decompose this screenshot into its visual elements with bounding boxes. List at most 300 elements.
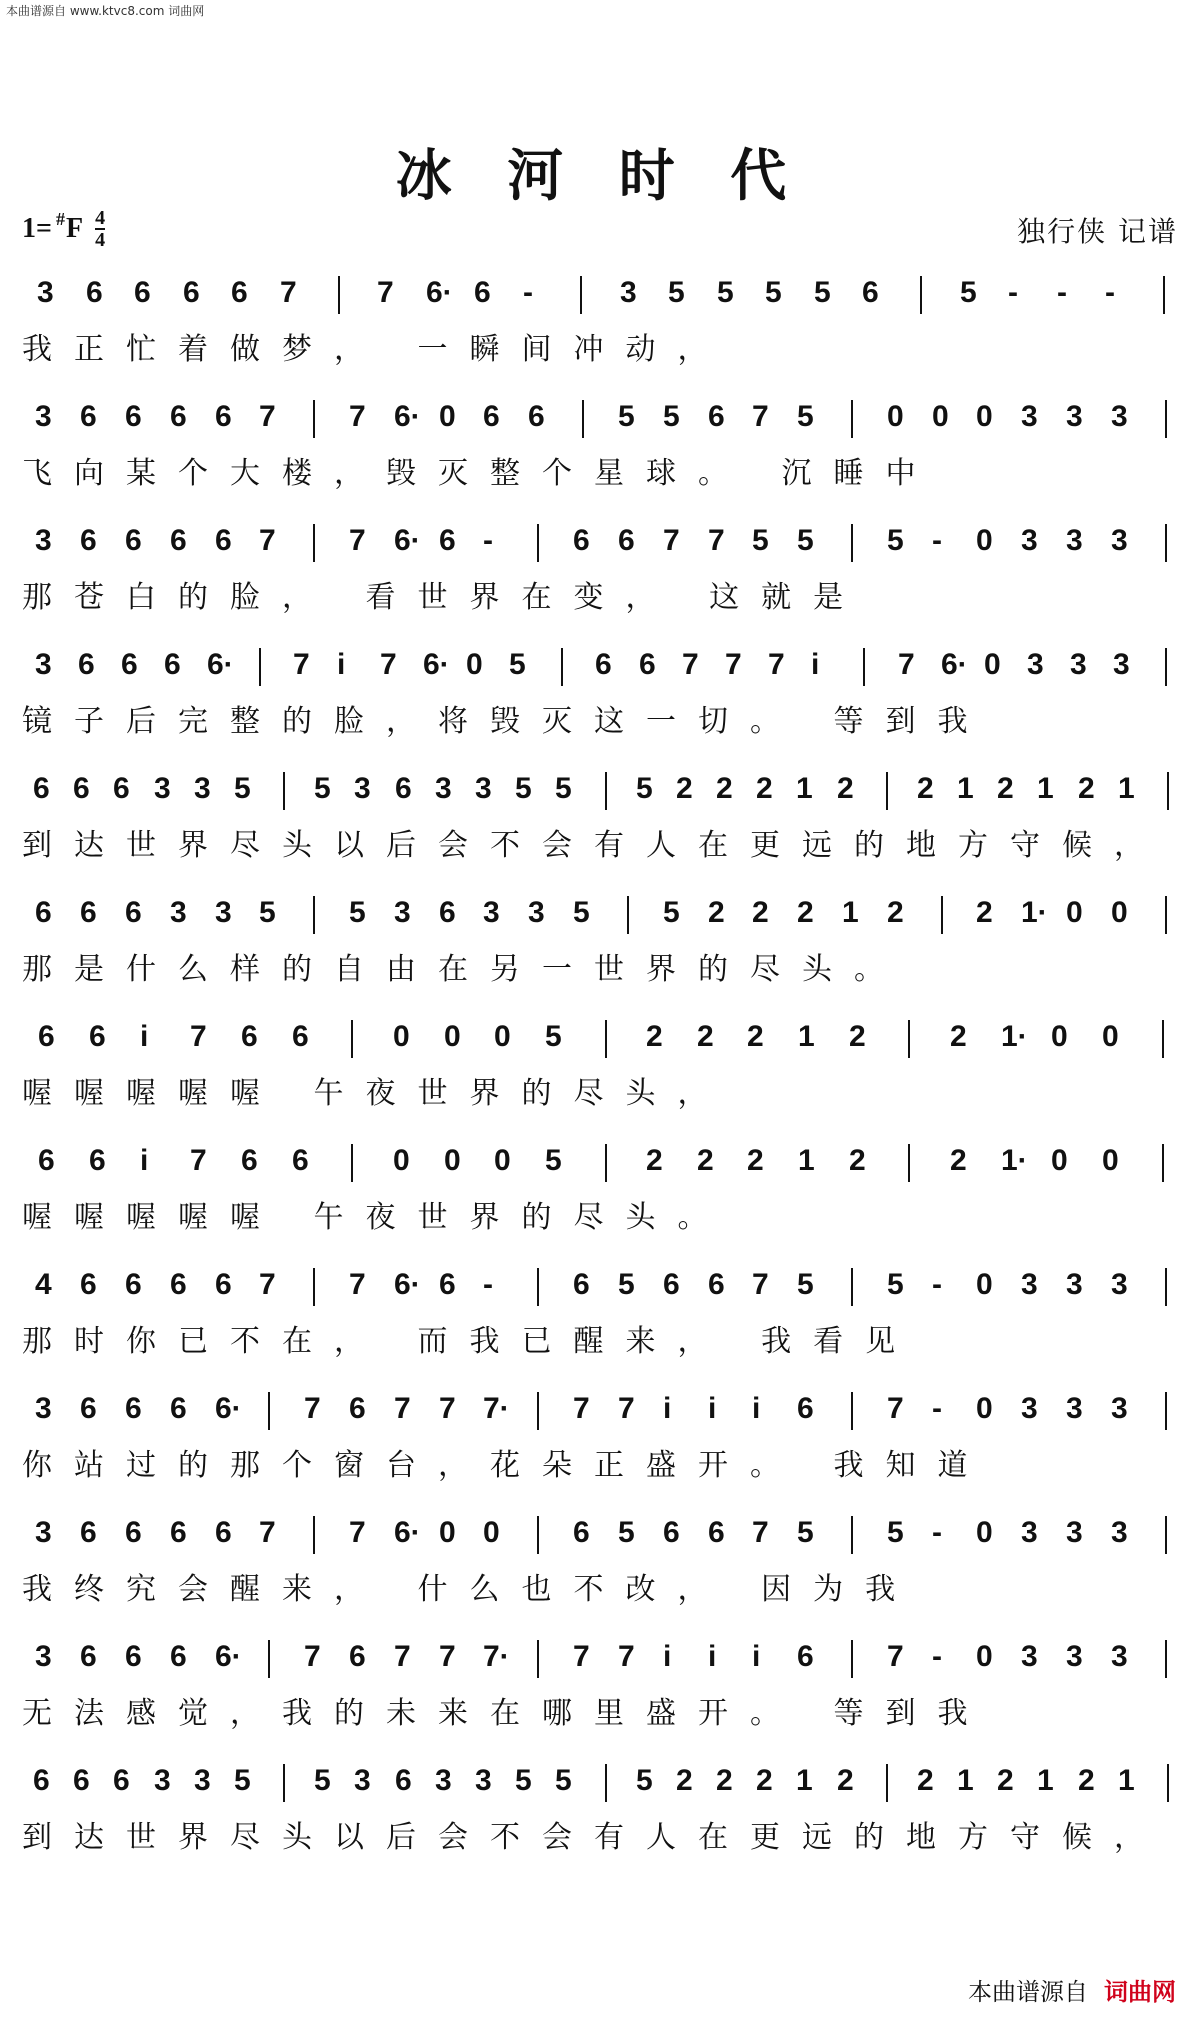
note: 5 (717, 276, 734, 309)
note: 6 (797, 1640, 814, 1673)
note: 5 (887, 524, 904, 557)
note: 6 (89, 1020, 106, 1053)
note: 3 (1111, 524, 1128, 557)
note: 6 (215, 1516, 232, 1549)
lyrics-line: 你站过的那个窗台，花朵正盛开。 我知道 (22, 1448, 990, 1483)
note: 0 (494, 1020, 511, 1053)
note: 6 (231, 276, 248, 309)
note: 2 (747, 1020, 764, 1053)
key-tone: F (65, 213, 84, 244)
bar-line (1165, 400, 1167, 438)
note: 0 (887, 400, 904, 433)
note: 7 (394, 1640, 411, 1673)
note: 1 (1118, 772, 1135, 805)
note: - (932, 1268, 942, 1301)
note: 6 (170, 1392, 187, 1425)
note: 7 (349, 1516, 366, 1549)
note: 6 (164, 648, 181, 681)
bar-line (537, 1516, 539, 1554)
notator-credit: 独行侠 记谱 (1017, 215, 1178, 248)
note: 6· (394, 400, 421, 433)
notation-line (22, 516, 1187, 572)
note: 0 (976, 1268, 993, 1301)
note: 4 (35, 1268, 52, 1301)
note: 7 (768, 648, 785, 681)
note: 6 (215, 400, 232, 433)
note: 2 (697, 1020, 714, 1053)
note: 6 (170, 524, 187, 557)
note: 6 (618, 524, 635, 557)
note: 6 (125, 1268, 142, 1301)
note: 5 (234, 1764, 251, 1797)
note: 7 (293, 648, 310, 681)
bar-line (268, 1640, 270, 1678)
notation-line (22, 392, 1187, 448)
notation-line (22, 1632, 1187, 1688)
note: 3 (35, 1516, 52, 1549)
note: 5 (515, 772, 532, 805)
note: 7 (682, 648, 699, 681)
note: 3 (35, 1640, 52, 1673)
note: i (140, 1144, 149, 1177)
note: 6 (38, 1144, 55, 1177)
note: 3 (35, 524, 52, 557)
note: 2 (756, 1764, 773, 1797)
note: 0 (976, 524, 993, 557)
note: 7 (752, 400, 769, 433)
note: 6 (439, 896, 456, 929)
bar-line (259, 648, 261, 686)
note: 0 (494, 1144, 511, 1177)
note: 3 (194, 1764, 211, 1797)
bar-line (537, 1640, 539, 1678)
note: 6 (708, 400, 725, 433)
bar-line (313, 1516, 315, 1554)
score-body (22, 268, 1187, 1880)
bar-line (941, 896, 943, 934)
note: 6 (292, 1144, 309, 1177)
note: i (663, 1392, 672, 1425)
key-signature (22, 208, 105, 250)
note: i (337, 648, 346, 681)
lyrics-line: 那苍白的脸， 看世界在变， 这就是 (22, 580, 866, 615)
note: 2 (997, 772, 1014, 805)
note: 2 (716, 772, 733, 805)
note: 6 (573, 1516, 590, 1549)
note: 3 (1066, 1392, 1083, 1425)
bar-line (605, 1020, 607, 1058)
bar-line (908, 1020, 910, 1058)
note: 5 (814, 276, 831, 309)
note: 1· (1021, 896, 1048, 929)
note: i (752, 1640, 761, 1673)
note: 5 (314, 1764, 331, 1797)
note: 6 (573, 1268, 590, 1301)
bar-line (1165, 1268, 1167, 1306)
bar-line (851, 400, 853, 438)
note: 3 (394, 896, 411, 929)
note: 6 (170, 1268, 187, 1301)
note: 5 (618, 400, 635, 433)
note: 5 (663, 896, 680, 929)
note: 2 (917, 772, 934, 805)
note: 3 (475, 772, 492, 805)
note: 0 (976, 1516, 993, 1549)
note: 7 (573, 1640, 590, 1673)
note: 6· (394, 524, 421, 557)
note: 5 (259, 896, 276, 929)
note: 3 (1021, 400, 1038, 433)
note: 6 (89, 1144, 106, 1177)
note: 7 (280, 276, 297, 309)
note: 6 (73, 772, 90, 805)
note: - (1008, 276, 1018, 309)
note: 7 (259, 1516, 276, 1549)
source-watermark-bottom (968, 1972, 1176, 2007)
note: 7 (304, 1640, 321, 1673)
bar-line (537, 1268, 539, 1306)
note: 3 (1111, 1392, 1128, 1425)
bar-line (851, 1268, 853, 1306)
bar-line (908, 1144, 910, 1182)
note: 6 (38, 1020, 55, 1053)
note: 2 (797, 896, 814, 929)
note: - (1105, 276, 1115, 309)
bar-line (582, 400, 584, 438)
note: 5 (234, 772, 251, 805)
note: 0 (439, 1516, 456, 1549)
note: 6 (80, 400, 97, 433)
note: 7 (304, 1392, 321, 1425)
note: 2 (1078, 1764, 1095, 1797)
bar-line (351, 1020, 353, 1058)
note: 6 (78, 648, 95, 681)
note: 7 (439, 1640, 456, 1673)
note: 6 (241, 1144, 258, 1177)
note: 3 (154, 772, 171, 805)
note: 3 (1113, 648, 1130, 681)
bar-line (886, 772, 888, 810)
bar-line (886, 1764, 888, 1802)
note: 0 (1066, 896, 1083, 929)
note: 6 (80, 1392, 97, 1425)
note: 2 (716, 1764, 733, 1797)
bar-line (283, 772, 285, 810)
note: 3 (483, 896, 500, 929)
note: 5 (887, 1268, 904, 1301)
note: 6 (35, 896, 52, 929)
note: 6 (573, 524, 590, 557)
note: - (523, 276, 533, 309)
note: 2 (950, 1020, 967, 1053)
note: 7· (483, 1392, 510, 1425)
lyrics-line: 喔喔喔喔喔 午夜世界的尽头， (22, 1076, 730, 1111)
note: 6· (423, 648, 450, 681)
note: i (708, 1640, 717, 1673)
note: 6· (215, 1640, 242, 1673)
note: 3 (475, 1764, 492, 1797)
note: 7 (752, 1268, 769, 1301)
bar-line (627, 896, 629, 934)
note: 6· (215, 1392, 242, 1425)
time-signature (95, 208, 105, 250)
note: 0 (1051, 1144, 1068, 1177)
note: 0 (483, 1516, 500, 1549)
note: 1 (957, 1764, 974, 1797)
note: 5 (349, 896, 366, 929)
notation-line (22, 1012, 1187, 1068)
note: 7 (349, 524, 366, 557)
bar-line (313, 1268, 315, 1306)
note: 5 (668, 276, 685, 309)
note: 2 (752, 896, 769, 929)
note: 6 (80, 524, 97, 557)
note: 5 (618, 1516, 635, 1549)
note: 2 (646, 1144, 663, 1177)
note: 7 (573, 1392, 590, 1425)
notation-line (22, 268, 1187, 324)
notation-line (22, 1136, 1187, 1192)
note: 2 (676, 772, 693, 805)
note: 0 (976, 1392, 993, 1425)
lyrics-line: 无法感觉，我的未来在哪里盛开。 等到我 (22, 1696, 990, 1731)
note: 3 (1021, 1268, 1038, 1301)
note: 3 (1111, 1516, 1128, 1549)
note: 6 (125, 1640, 142, 1673)
note: 6 (215, 524, 232, 557)
note: 6 (73, 1764, 90, 1797)
note: 2 (708, 896, 725, 929)
note: 7 (725, 648, 742, 681)
note: 7 (887, 1640, 904, 1673)
note: 5 (573, 896, 590, 929)
note: 6 (349, 1392, 366, 1425)
note: 6 (125, 400, 142, 433)
bar-line (283, 1764, 285, 1802)
bar-line (1163, 276, 1165, 314)
note: 3 (1021, 1640, 1038, 1673)
note: 1 (798, 1144, 815, 1177)
note: 1 (1037, 1764, 1054, 1797)
note: 6· (941, 648, 968, 681)
lyrics-line: 我正忙着做梦， 一瞬间冲动， (22, 332, 730, 367)
note: 2 (676, 1764, 693, 1797)
bar-line (1165, 648, 1167, 686)
bar-line (1162, 1144, 1164, 1182)
note: 1 (798, 1020, 815, 1053)
note: 6 (528, 400, 545, 433)
bar-line (851, 1392, 853, 1430)
note: - (932, 1392, 942, 1425)
bar-line (1167, 772, 1169, 810)
score-line (22, 516, 1187, 640)
note: 3 (1021, 524, 1038, 557)
note: 6 (862, 276, 879, 309)
note: 6 (797, 1392, 814, 1425)
note: 6· (394, 1516, 421, 1549)
bar-line (851, 1640, 853, 1678)
note: 1 (842, 896, 859, 929)
note: 3 (1021, 1392, 1038, 1425)
bar-line (1162, 1020, 1164, 1058)
lyrics-line: 镜子后完整的脸，将毁灭这一切。 等到我 (22, 704, 990, 739)
note: 5 (618, 1268, 635, 1301)
notation-line (22, 1508, 1187, 1564)
note: 6 (663, 1516, 680, 1549)
lyrics-line: 那是什么样的自由在另一世界的尽头。 (22, 952, 906, 987)
bar-line (561, 648, 563, 686)
watermark-text: 本曲谱源自 (968, 1978, 1088, 2006)
note: 6 (663, 1268, 680, 1301)
note: 2 (837, 772, 854, 805)
note: 3 (1066, 1640, 1083, 1673)
note: 1· (1001, 1020, 1028, 1053)
bar-line (851, 524, 853, 562)
note: 7 (259, 524, 276, 557)
note: 7 (377, 276, 394, 309)
bar-line (1165, 1516, 1167, 1554)
key-base: 1= (22, 213, 52, 244)
note: 5 (797, 400, 814, 433)
note: i (663, 1640, 672, 1673)
note: 3 (435, 772, 452, 805)
note: 6 (595, 648, 612, 681)
note: 1· (1001, 1144, 1028, 1177)
note: i (708, 1392, 717, 1425)
note: 6 (241, 1020, 258, 1053)
note: 7 (394, 1392, 411, 1425)
sharp-sign: # (55, 208, 65, 229)
note: 3 (35, 648, 52, 681)
note: 0 (976, 400, 993, 433)
note: 2 (976, 896, 993, 929)
bar-line (1167, 1764, 1169, 1802)
note: 5 (545, 1144, 562, 1177)
note: 5 (752, 524, 769, 557)
note: 3 (1066, 400, 1083, 433)
note: 7· (483, 1640, 510, 1673)
source-watermark-top: 本曲谱源自 www.ktvc8.com 词曲网 (6, 4, 205, 18)
score-line (22, 640, 1187, 764)
note: 5 (636, 772, 653, 805)
note: 2 (849, 1020, 866, 1053)
note: 3 (1021, 1516, 1038, 1549)
note: 5 (663, 400, 680, 433)
note: 1 (1118, 1764, 1135, 1797)
note: i (140, 1020, 149, 1053)
note: 2 (646, 1020, 663, 1053)
note: 6 (33, 1764, 50, 1797)
note: 6 (439, 524, 456, 557)
note: 6 (170, 1516, 187, 1549)
note: 6 (113, 772, 130, 805)
bar-line (313, 400, 315, 438)
note: 3 (1111, 400, 1128, 433)
note: 3 (1066, 524, 1083, 557)
note: 2 (950, 1144, 967, 1177)
note: 7 (439, 1392, 456, 1425)
lyrics-line: 我终究会醒来， 什么也不改， 因为我 (22, 1572, 918, 1607)
note: 3 (154, 1764, 171, 1797)
note: 1 (796, 772, 813, 805)
note: 6 (121, 648, 138, 681)
note: 6 (170, 400, 187, 433)
note: 7 (898, 648, 915, 681)
bar-line (313, 896, 315, 934)
bar-line (313, 524, 315, 562)
note: 5 (555, 1764, 572, 1797)
note: 6· (394, 1268, 421, 1301)
note: 5 (960, 276, 977, 309)
note: 6 (125, 1392, 142, 1425)
note: 0 (976, 1640, 993, 1673)
note: 0 (393, 1020, 410, 1053)
bar-line (863, 648, 865, 686)
note: 3 (1066, 1516, 1083, 1549)
note: 3 (354, 1764, 371, 1797)
notation-line (22, 640, 1187, 696)
note: i (752, 1392, 761, 1425)
note: 5 (314, 772, 331, 805)
note: 0 (1102, 1144, 1119, 1177)
note: 0 (932, 400, 949, 433)
note: 6 (215, 1268, 232, 1301)
note: 3 (170, 896, 187, 929)
note: 5 (887, 1516, 904, 1549)
notation-line (22, 764, 1187, 820)
note: 6 (80, 1516, 97, 1549)
note: 3 (528, 896, 545, 929)
bar-line (351, 1144, 353, 1182)
note: 0 (444, 1020, 461, 1053)
bar-line (605, 772, 607, 810)
bar-line (605, 1764, 607, 1802)
notation-line (22, 1756, 1187, 1812)
note: 3 (37, 276, 54, 309)
notation-line (22, 1260, 1187, 1316)
score-line (22, 1260, 1187, 1384)
note: 6 (708, 1516, 725, 1549)
bar-line (268, 1392, 270, 1430)
bar-line (920, 276, 922, 314)
score-line (22, 1632, 1187, 1756)
bar-line (851, 1516, 853, 1554)
notation-line (22, 1384, 1187, 1440)
note: 6 (483, 400, 500, 433)
bar-line (1165, 524, 1167, 562)
note: 6 (170, 1640, 187, 1673)
note: 3 (1111, 1268, 1128, 1301)
note: 2 (697, 1144, 714, 1177)
bar-line (580, 276, 582, 314)
note: 7 (190, 1144, 207, 1177)
note: 0 (1051, 1020, 1068, 1053)
note: 6 (113, 1764, 130, 1797)
lyrics-line: 那时你已不在， 而我已醒来， 我看见 (22, 1324, 918, 1359)
note: - (932, 1516, 942, 1549)
note: 3 (35, 1392, 52, 1425)
note: 6 (474, 276, 491, 309)
note: 7 (618, 1392, 635, 1425)
note: 7 (259, 1268, 276, 1301)
note: 3 (1066, 1268, 1083, 1301)
note: 0 (444, 1144, 461, 1177)
note: 5 (797, 1268, 814, 1301)
note: 6· (426, 276, 453, 309)
note: 2 (747, 1144, 764, 1177)
score-line (22, 392, 1187, 516)
note: 2 (887, 896, 904, 929)
